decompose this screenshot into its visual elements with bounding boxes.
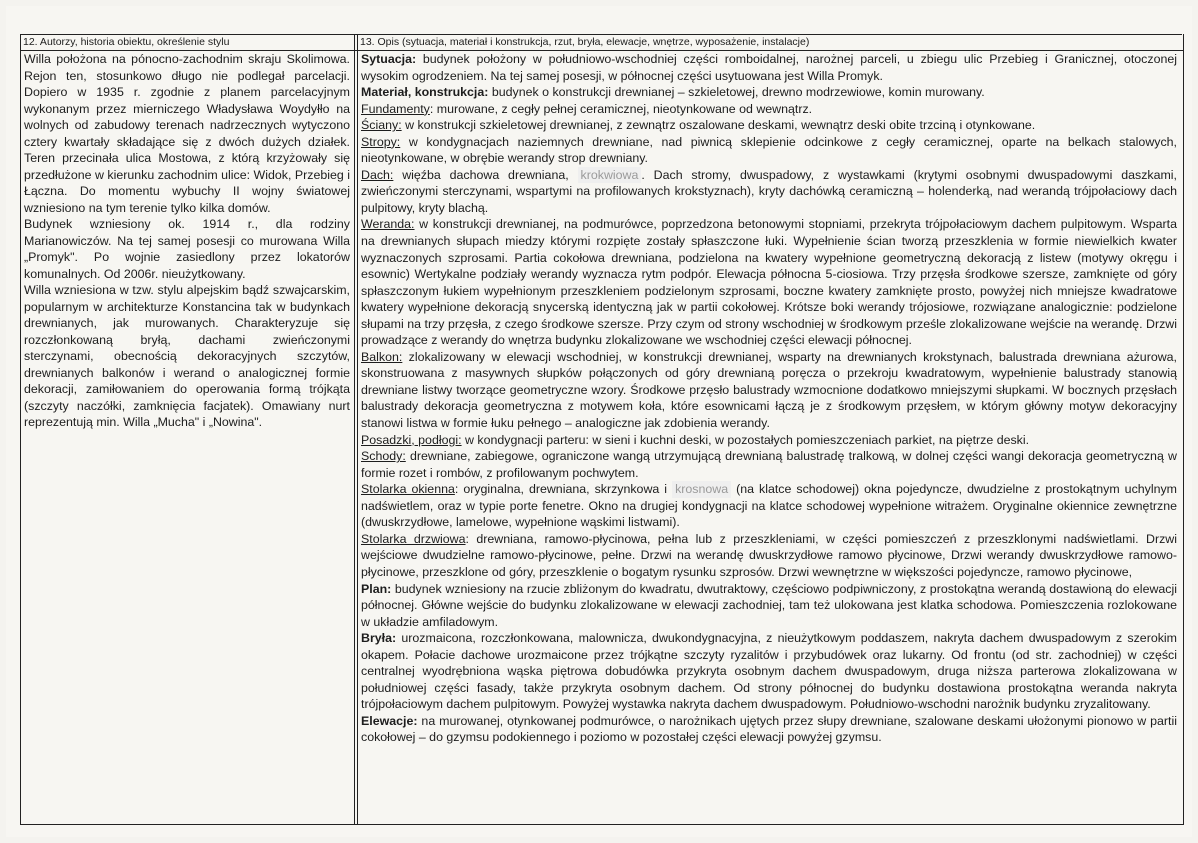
section-text: : drewniana, ramowo-płycinowa, pełna lub z przeszkleniami, w części pomieszczeń z przeszklonymi nadświetlami. Drzwi wejściowe dwudzielne ramowo-płycinowe, pełne. Drzwi na werandę dwuskrzydłowe ramowo płycinowe, Drzwi werandy dwuskrzydłowe ramowo-płycinowe, przeszklone od góry, przeszklenie o bogatym rysunku szprosów. Drzwi wewnętrzne w większości pojedyncze, ramowo płycinowe,	[361, 531, 1177, 579]
section-text: : oryginalna, drewniana, skrzynkowa i	[454, 482, 668, 497]
section-stolarka-okienna	[361, 481, 1177, 531]
section-sytuacja	[361, 51, 1177, 84]
section-label: Balkon:	[361, 349, 403, 364]
faded-word: krokwiowa	[578, 167, 642, 184]
section-bryla	[361, 630, 1177, 713]
history-column	[24, 51, 350, 431]
section-text: w konstrukcji szkieletowej drewnianej, z zewnątrz oszalowane deskami, wewnątrz deski obite trzciną i otynkowane.	[401, 118, 1036, 133]
section-text: budynek o konstrukcji drewnianej – szkieletowej, drewno modrzewiowe, komin murowany.	[488, 85, 985, 100]
section-text: : murowane, z cegły pełnej ceramicznej, nieotynkowane od wewnątrz.	[429, 101, 813, 116]
section-label: Stolarka drzwiowa	[361, 531, 466, 546]
section-label: Materiał, konstrukcja:	[361, 85, 489, 100]
left-column-header: 12. Autorzy, historia obiektu, określenie stylu	[20, 36, 357, 51]
section-text: na murowanej, otynkowanej podmurówce, o narożnikach ujętych przez słupy drewniane, szalowane deskami ułożonymi pionowo w partii cokołowej – do gzymsu podokiennego i poziomo w pozostałej części elewacji powyżej gzymsu.	[361, 713, 1177, 745]
section-posadzki	[361, 432, 1177, 449]
section-material	[361, 84, 1177, 101]
section-schody	[361, 448, 1177, 481]
section-label: Elewacje:	[361, 713, 418, 728]
section-text: w kondygnacji parteru: w sieni i kuchni deski, w pozostałych pomieszczeniach parkiet, na piętrze deski.	[461, 432, 1030, 447]
section-text: w konstrukcji drewnianej, na podmurówce, poprzedzona betonowymi stopniami, przekryta trójpołaciowym dachem pulpitowym. Wsparta na drewnianych słupach miedzy którymi rozpięte zostały spłaszczone łuki. Wypełnienie ścian tworzą przeszklenia w formie niewielkich kwater wyznaczonych szprosami. Partia cokołowa drewniana, podzielona na kwatery wypełnione geometryczną dekoracją z listew (motywy okręgu i esownic) Wertykalne podziały werandy wyznacza rytm podpór. Elewacja północna 5-ciosiowa. Trzy przęsła środkowe szersze, zamknięte od góry spłaszczonym łukiem wypełnionym przeszkleniem podzielonym szprosami, boczne kwatery zamknięte prosto, powyżej nich mniejsze kwadratowe kwatery wypełnione dekoracją snycerską identyczną jak w partii cokołowej. Krótsze boki werandy trójosiowe, rozwiązane analogicznie: podzielone słupami na trzy przęsła, z czego środkowe szersze. Przy czym od strony wschodniej w środkowym prześle zlokalizowane wejście na werandę. Drzwi prowadzące z werandy do wnętrza budynku zlokalizowane we wschodniej części elewacji północnej.	[361, 217, 1177, 348]
section-label: Plan:	[361, 581, 392, 596]
section-stolarka-drzwiowa	[361, 531, 1177, 581]
column-divider	[354, 34, 355, 824]
right-column-header: 13. Opis (sytuacja, materiał i konstrukcja, rzut, bryła, elewacje, wnętrze, wyposażenie, instalacje)	[357, 36, 1183, 51]
section-text: więźba dachowa drewniana,	[393, 167, 569, 182]
history-paragraph: Willa wzniesiona w tzw. stylu alpejskim bądź szwajcarskim, popularnym w architekturze Konstancina tak w budynkach drewnianych, jak murowanych. Charakteryzuje się rozczłonkowaną bryłą, dachami zwieńczonymi sterczynami, obecnością dekoracyjnych szczytów, drewnianych balkonów i werand o analogicznej formie dekoracji, zamiłowaniem do operowania formą trójkąta (szczyty naczółki, zamknięcia facjatek). Omawiany nurt reprezentują min. Willa „Mucha" i „Nowina".	[24, 283, 350, 429]
section-dach	[361, 167, 1177, 217]
section-sciany	[361, 117, 1177, 134]
section-label: Ściany:	[361, 118, 402, 133]
description-column	[361, 51, 1177, 746]
section-label: Weranda:	[361, 217, 415, 232]
section-plan	[361, 581, 1177, 631]
section-text: urozmaicona, rozczłonkowana, malownicza, dwukondygnacyjna, z nieużytkowym poddaszem, nakryta dachem dwuspadowym z szerokim okapem. Połacie dachowe urozmaicone przez trójkątne szczyty ryzalitów i przybudówek oraz lukarny. Od frontu (od str. zachodniej) w części centralnej wyodrębniona wąska piętrowa dobudówka przykryta osobnym dachem dwuspadowym, druga niższa parterowa zlokalizowana w południowej części fasady, także przykryta osobnym dachem. Od strony północnej do budynku dostawiona prostokątna weranda nakryta trójpołaciowym dachem pulpitowym. Powyżej wystawka nakryta dachem dwuspadowym. Południowo-wschodni narożnik budynku zryzalitowany.	[361, 631, 1177, 712]
section-text: drewniane, zabiegowe, ograniczone wangą utrzymującą drewnianą balustradę tralkową, w dolnej części wangi dekoracja geometryczną w formie rozet i rombów, z profilowanym pochwytem.	[361, 449, 1177, 480]
section-balkon	[361, 349, 1177, 432]
section-label: Stolarka okienna	[361, 482, 455, 497]
section-weranda	[361, 216, 1177, 348]
section-text: budynek wzniesiony na rzucie zbliżonym do kwadratu, dwutraktowy, częściowo podpiwniczony, z prostokątna werandą dostawioną do elewacji północnej. Główne wejście do budynku zlokalizowane w elewacji zachodniej, tam też ulokowana jest klatka schodowa. Pomieszczenia rozlokowane w układzie amfiladowym.	[361, 581, 1177, 629]
section-text: w kondygnacjach naziemnych drewniane, nad piwnicą sklepienie odcinkowe z cegły ceramicznej, oparte na belkach stalowych, nieotynkowane, w obrębie werandy strop drewniany.	[361, 134, 1177, 166]
history-paragraph: Budynek wzniesiony ok. 1914 r., dla rodziny Marianowiczów. Na tej samej posesji co murowana Willa „Promyk". Po wojnie zasiedlony przez lokatorów komunalnych. Od 2006r. nieużytkowany.	[24, 217, 350, 281]
section-fundamenty	[361, 101, 1177, 118]
section-stropy	[361, 134, 1177, 167]
section-label: Stropy:	[361, 134, 401, 149]
section-label: Posadzki, podłogi:	[361, 432, 462, 447]
section-label: Schody:	[361, 449, 406, 464]
section-text: . Dach stromy, dwuspadowy, z wystawkami (krytymi osobnymi dwuspadowymi daszkami, zwieńczonymi sterczynami, wspartymi na profilowanych krokstyznach), kryty dachówką ceramiczną – holenderką, nad werandą trójpołaciowy dach pulpitowy, kryty blachą.	[361, 167, 1177, 215]
faded-word: krosnowa	[672, 481, 731, 498]
section-label: Sytuacja:	[361, 52, 417, 66]
section-label: Dach:	[361, 167, 394, 182]
column-divider-inner	[357, 34, 358, 824]
section-text: zlokalizowany w elewacji wschodniej, w konstrukcji drewnianej, wsparty na drewnianych krokstynach, balustrada drewniana ażurowa, skonstruowana z masywnych słupków połączonych od góry drewnianą poręcza o przekroju kwadratowym, wypełnienie balustrady stanowią drewniane listwy tworzące geometryczne wzory. Środkowe przęsło balustrady wzmocnione dodatkowo mniejszymi słupkami. W bocznych przęsłach balustrady dekoracja geometryczna z motywem koła, które esownicami łączą je z środkowym przęsłem, w którym główny motyw dekoracyjny stanowi listwa w formie łuku pełnego – analogiczne jak zdobienia werandy.	[361, 349, 1177, 431]
section-text: budynek położony w południowo-wschodniej części romboidalnej, narożnej parceli, u zbiegu ulic Przebieg i Granicznej, otoczonej wysokim ogrodzeniem. Na tej samej posesji, w północnej części usytuowana jest Willa Promyk.	[361, 52, 1177, 83]
section-text: (na klatce schodowej) okna pojedyncze, dwudzielne z prostokątnym uchylnym nadświetlem, oraz w typie porte fenetre. Okno na drugiej kondygnacji na klatce schodowej wypełnione witrażem. Oryginalne okiennice zewnętrzne (dwuskrzydłowe, lamelowe, wypełnione wąskimi listwami).	[361, 482, 1178, 530]
section-elewacje	[361, 713, 1177, 746]
section-label: Bryła:	[361, 631, 397, 646]
section-label: Fundamenty	[361, 101, 430, 116]
history-paragraph: Willa położona na pónocno-zachodnim skraju Skolimowa. Rejon ten, stosunkowo długo nie podlegał parcelacji. Dopiero w 1935 r. zgodnie z planem parcelacyjnym wykonanym przez mierniczego Władysława Woydyłło na wolnych od zabudowy terenach nadrzecznych wytyczono cztery kwartały składające się z dwóch dużych działek. Teren przecinała ulica Mostowa, z którą krzyżowały się przedłużone w kierunku zachodnim ulice: Widok, Przebieg i Łączna. Do momentu wybuchy II wojny światowej wzniesiono na tym terenie tylko kilka domów.	[24, 52, 350, 215]
